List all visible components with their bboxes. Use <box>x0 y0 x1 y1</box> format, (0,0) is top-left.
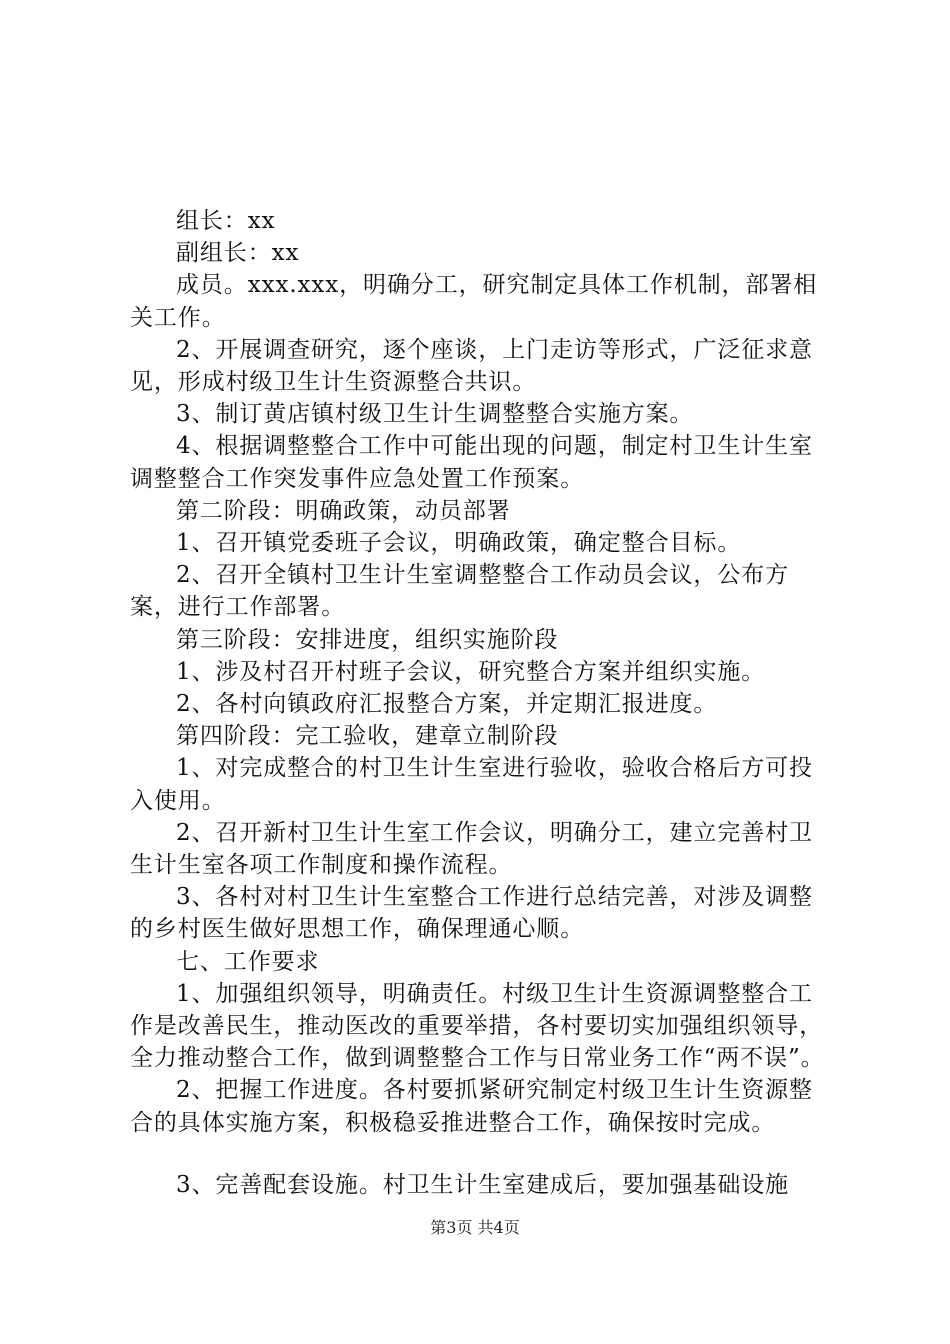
paragraph-report-progress: 2、各村向镇政府汇报整合方案，并定期汇报进度。 <box>176 691 718 718</box>
document-body <box>130 205 835 1201</box>
paragraph-survey: 2、开展调查研究，逐个座谈，上门走访等形式，广泛征求意见，形成村级卫生计生资源整合共识。 <box>130 336 813 396</box>
paragraph-leadership: 1、加强组织领导，明确责任。村级卫生计生资源调整整合工作是改善民生，推动医改的重要举措，各村要切实加强组织领导，全力推动整合工作，做到调整整合工作与日常业务工作“两不误”。 <box>130 980 825 1072</box>
page-number: 第3页 共4页 <box>430 1218 520 1237</box>
paragraph-summary: 3、各村对村卫生计生室整合工作进行总结完善，对涉及调整的乡村医生做好思想工作，确保理通心顺。 <box>130 884 813 943</box>
paragraph-village-meeting: 1、涉及村召开村班子会议，研究整合方案并组织实施。 <box>176 658 766 685</box>
paragraph-mobilization: 2、召开全镇村卫生计生室调整整合工作动员会议，公布方案，进行工作部署。 <box>130 562 790 621</box>
stage-four-heading: 第四阶段：完工验收，建章立制阶段 <box>176 723 559 750</box>
paragraph-new-meeting: 2、召开新村卫生计生室工作会议，明确分工，建立完善村卫生计生室各项工作制度和操作流程。 <box>130 819 813 879</box>
stage-two-heading: 第二阶段：明确政策，动员部署 <box>176 497 511 524</box>
section-seven-heading: 七、工作要求 <box>176 948 320 975</box>
paragraph-party-meeting: 1、召开镇党委班子会议，明确政策，确定整合目标。 <box>176 530 742 557</box>
paragraph-progress: 2、把握工作进度。各村要抓紧研究制定村级卫生计生资源整合的具体实施方案，积极稳妥推进整合工作，确保按时完成。 <box>130 1077 813 1136</box>
paragraph-acceptance: 1、对完成整合的村卫生计生室进行验收，验收合格后方可投入使用。 <box>130 755 813 814</box>
paragraph-plan: 3、制订黄店镇村级卫生计生调整整合实施方案。 <box>176 401 694 428</box>
paragraph-deputy-leader: 副组长：xx <box>176 240 300 267</box>
paragraph-facilities: 3、完善配套设施。村卫生计生室建成后，要加强基础设施 <box>176 1171 790 1198</box>
paragraph-members: 成员。xxx.xxx，明确分工，研究制定具体工作机制，部署相关工作。 <box>130 272 818 331</box>
paragraph-leader: 组长：xx <box>176 208 276 234</box>
stage-three-heading: 第三阶段：安排进度，组织实施阶段 <box>176 626 559 653</box>
paragraph-emergency-plan: 4、根据调整整合工作中可能出现的问题，制定村卫生计生室调整整合工作突发事件应急处置工作预案。 <box>130 433 813 492</box>
